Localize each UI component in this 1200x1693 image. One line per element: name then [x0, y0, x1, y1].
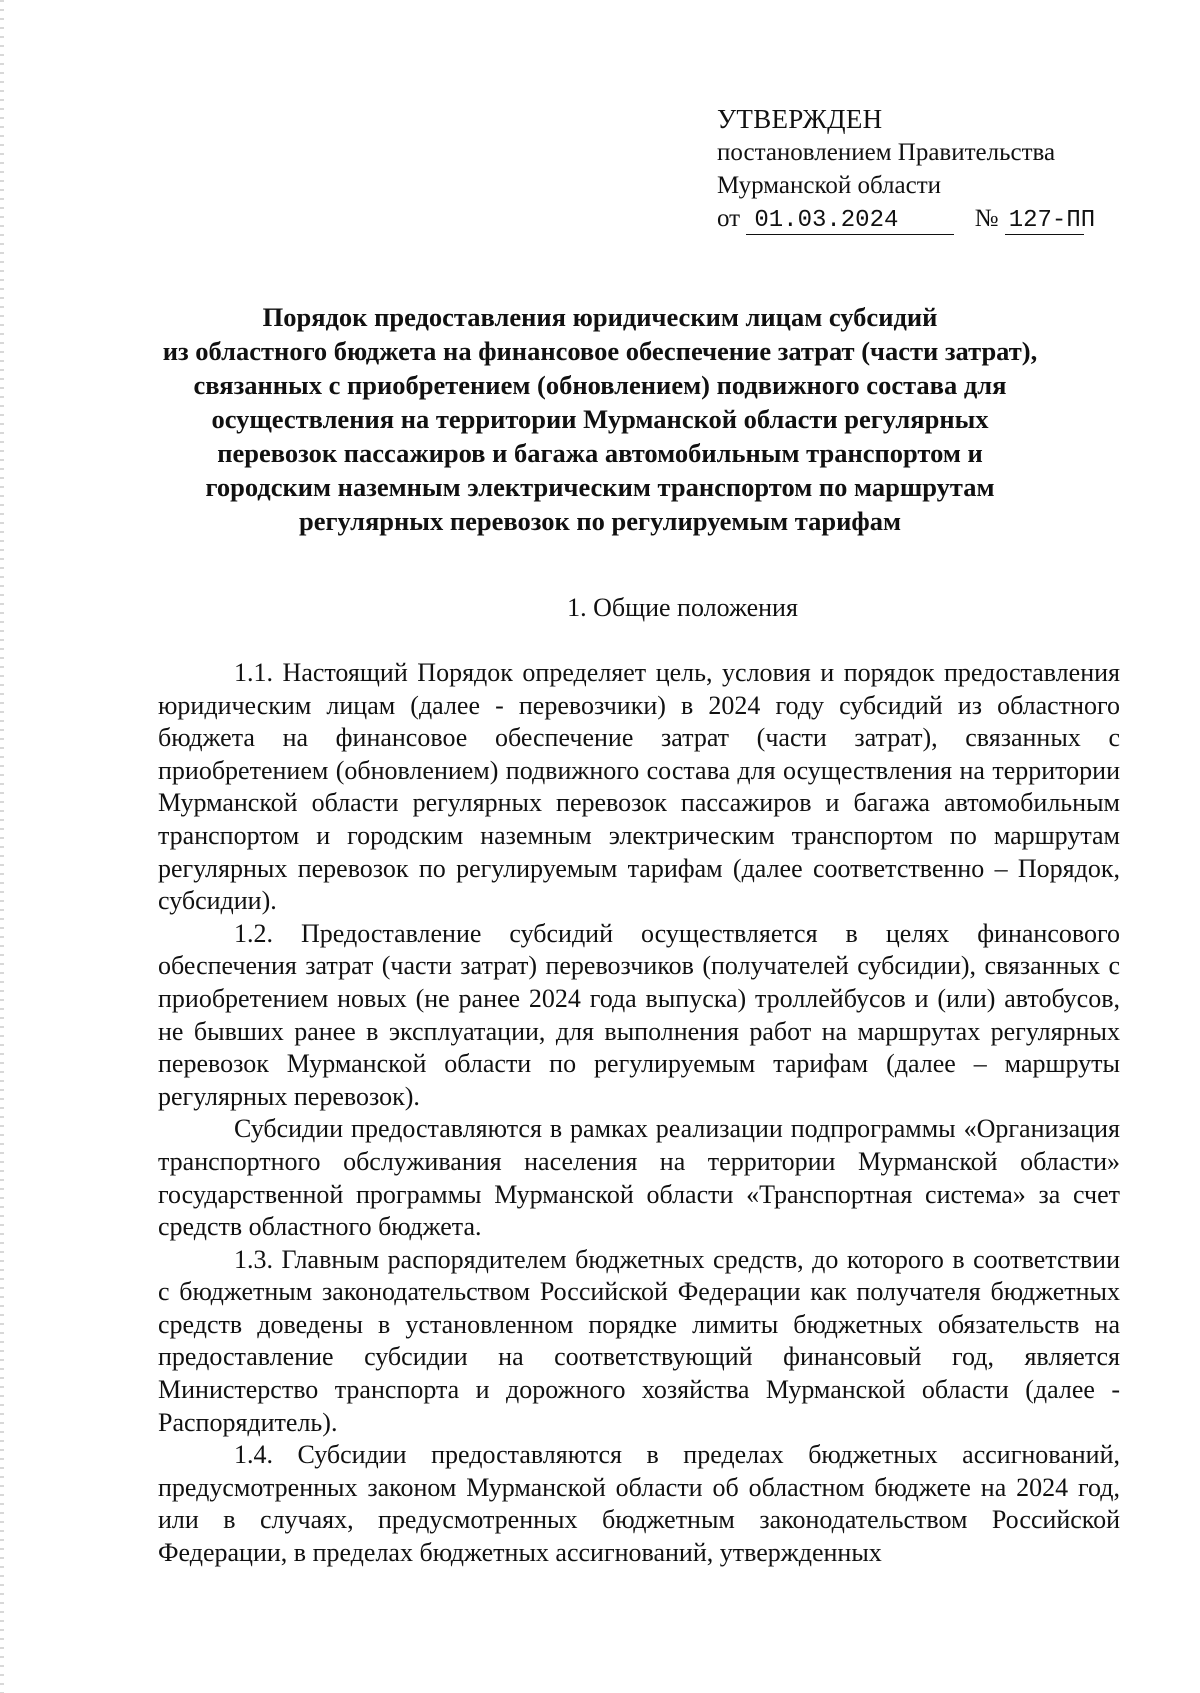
- title-line: из областного бюджета на финансовое обеспечение затрат (части затрат),: [162, 336, 1038, 366]
- title-line: перевозок пассажиров и багажа автомобильным транспортом и: [217, 438, 983, 468]
- title-line: Порядок предоставления юридическим лицам субсидий: [262, 302, 938, 332]
- approval-line-resolution: постановлением Правительства: [717, 139, 1056, 166]
- section-body: [158, 657, 1120, 1570]
- title-line: осуществления на территории Мурманской области регулярных: [211, 404, 989, 434]
- title-line: городским наземным электрическим транспортом по маршрутам: [205, 472, 995, 502]
- approval-date-prefix: от: [717, 205, 741, 232]
- paragraph-1-4: 1.4. Субсидии предоставляются в пределах бюджетных ассигнований, предусмотренных законом Мурманской области об областном бюджете на 2024 год, или в случаях, предусмотренных бюджетным законодательством Российской Федерации, в пределах бюджетных ассигнований, утвержденных: [158, 1440, 1120, 1568]
- paragraph-1-1: 1.1. Настоящий Порядок определяет цель, условия и порядок предоставления юридическим лицам (далее - перевозчики) в 2024 году субсидий из областного бюджета на финансовое обеспечение затрат (части затрат), связанных с приобретением (обновлением) подвижного состава для осуществления на территории Мурманской области регулярных перевозок пассажиров и багажа автомобильным транспортом и городским наземным электрическим транспортом по маршрутам регулярных перевозок по регулируемым тарифам (далее соответственно – Порядок, субсидии).: [158, 658, 1120, 916]
- section-heading: 1. Общие положения: [567, 593, 798, 622]
- paragraph-1-2: 1.2. Предоставление субсидий осуществляется в целях финансового обеспечения затрат (части затрат) перевозчиков (получателей субсидии), связанных с приобретением новых (не ранее 2024 года выпуска) троллейбусов и (или) автобусов, не бывших ранее в эксплуатации, для выполнения работ на маршрутах регулярных перевозок Мурманской области по регулируемым тарифам (далее – маршруты регулярных перевозок).: [158, 918, 1120, 1111]
- approval-heading: УТВЕРЖДЕН: [717, 104, 883, 134]
- title-line: связанных с приобретением (обновлением) подвижного состава для: [193, 370, 1007, 400]
- approval-line-region: Мурманской области: [717, 172, 942, 199]
- approval-date: 01.03.2024: [746, 208, 954, 235]
- approval-date-number-line: [717, 202, 1147, 235]
- paragraph-subsidy-program: Субсидии предоставляются в рамках реализации подпрограммы «Организация транспортного обслуживания населения на территории Мурманской области» государственной программы Мурманской области «Транспортная система» за счет средств областного бюджета.: [158, 1114, 1120, 1242]
- approval-number: 127-ПП: [1005, 208, 1084, 235]
- approval-number-prefix: №: [974, 205, 999, 232]
- title-line: регулярных перевозок по регулируемым тарифам: [298, 506, 902, 536]
- scan-edge-marks: [0, 0, 4, 1693]
- document-title: [130, 300, 1070, 538]
- paragraph-1-3: 1.3. Главным распорядителем бюджетных средств, до которого в соответствии с бюджетным законодательством Российской Федерации как получателя бюджетных средств доведены в установленном порядке лимиты бюджетных обязательств на предоставление субсидии на соответствующий финансовый год, является Министерство транспорта и дорожного хозяйства Мурманской области (далее - Распорядитель).: [158, 1244, 1120, 1437]
- approval-stamp-block: [717, 103, 1147, 235]
